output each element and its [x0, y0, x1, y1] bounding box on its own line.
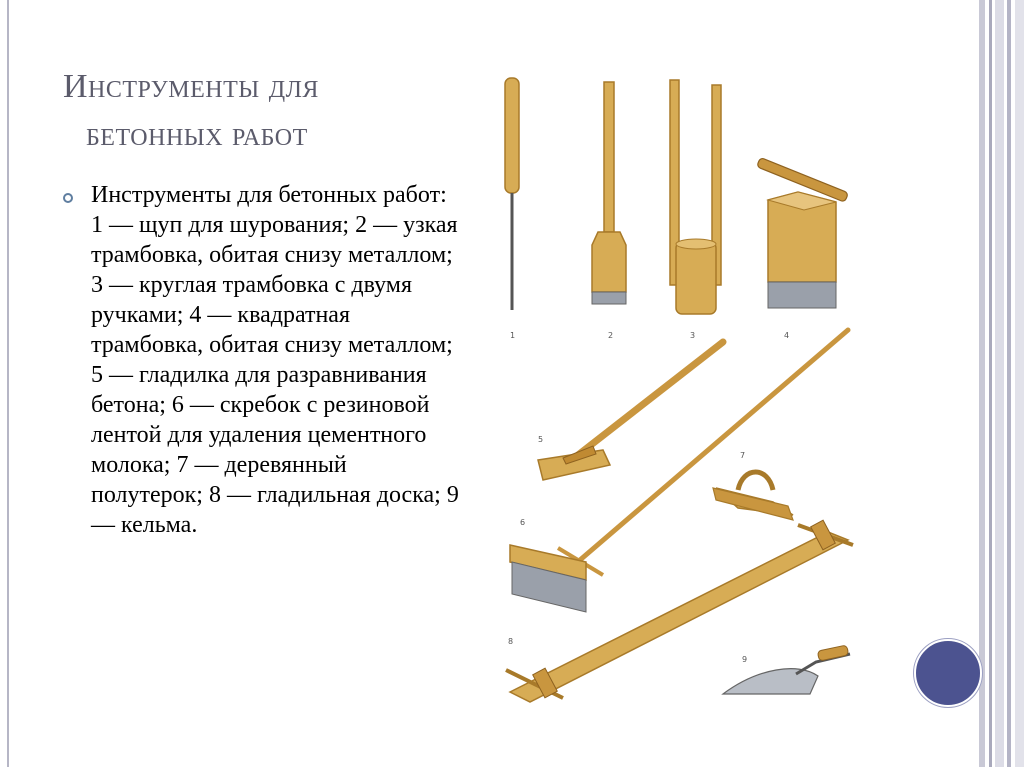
figure-label-3: 3: [690, 331, 696, 340]
bullet-circle-icon: [63, 193, 73, 203]
tool-3-round-tamper: [670, 80, 721, 314]
figure-label-7: 7: [740, 451, 746, 460]
slide-title: [63, 63, 483, 159]
tool-2-narrow-tamper: [592, 82, 626, 304]
tool-7-half-float: [713, 472, 793, 520]
right-decorative-stripes: [979, 0, 1024, 767]
figure-label-5: 5: [538, 435, 544, 444]
title-line-2: бетонных работ: [86, 116, 308, 153]
figure-label-4: 4: [784, 331, 790, 340]
bullet-item: [60, 180, 460, 540]
bullet-text: Инструменты для бетонных работ: 1 — щуп для шурования; 2 — узкая трамбовка, обитая снизу металлом; 3 — круглая трамбовка с двумя ручками; 4 — квадратная трамбовка, обитая снизу металлом; 5 — гладилка для разравнивания бетона; 6 — скребок с резиновой лентой для удаления цементного молока; 7 — деревянный полутерок; 8 — гладильная доска; 9 — кельма.: [91, 182, 459, 538]
tool-1-probe: [505, 78, 519, 310]
figure-label-1: 1: [510, 331, 516, 340]
figure-label-2: 2: [608, 331, 614, 340]
figure-label-8: 8: [508, 637, 514, 646]
tool-4-square-tamper: [757, 157, 849, 308]
figure-label-6: 6: [520, 518, 526, 527]
title-line-1: Инструменты для: [63, 68, 319, 105]
decorative-circle: [914, 639, 982, 707]
tool-9-trowel: [723, 645, 850, 694]
figure-label-9: 9: [742, 655, 748, 664]
left-border-line: [7, 0, 9, 767]
tools-illustration: [498, 70, 858, 720]
